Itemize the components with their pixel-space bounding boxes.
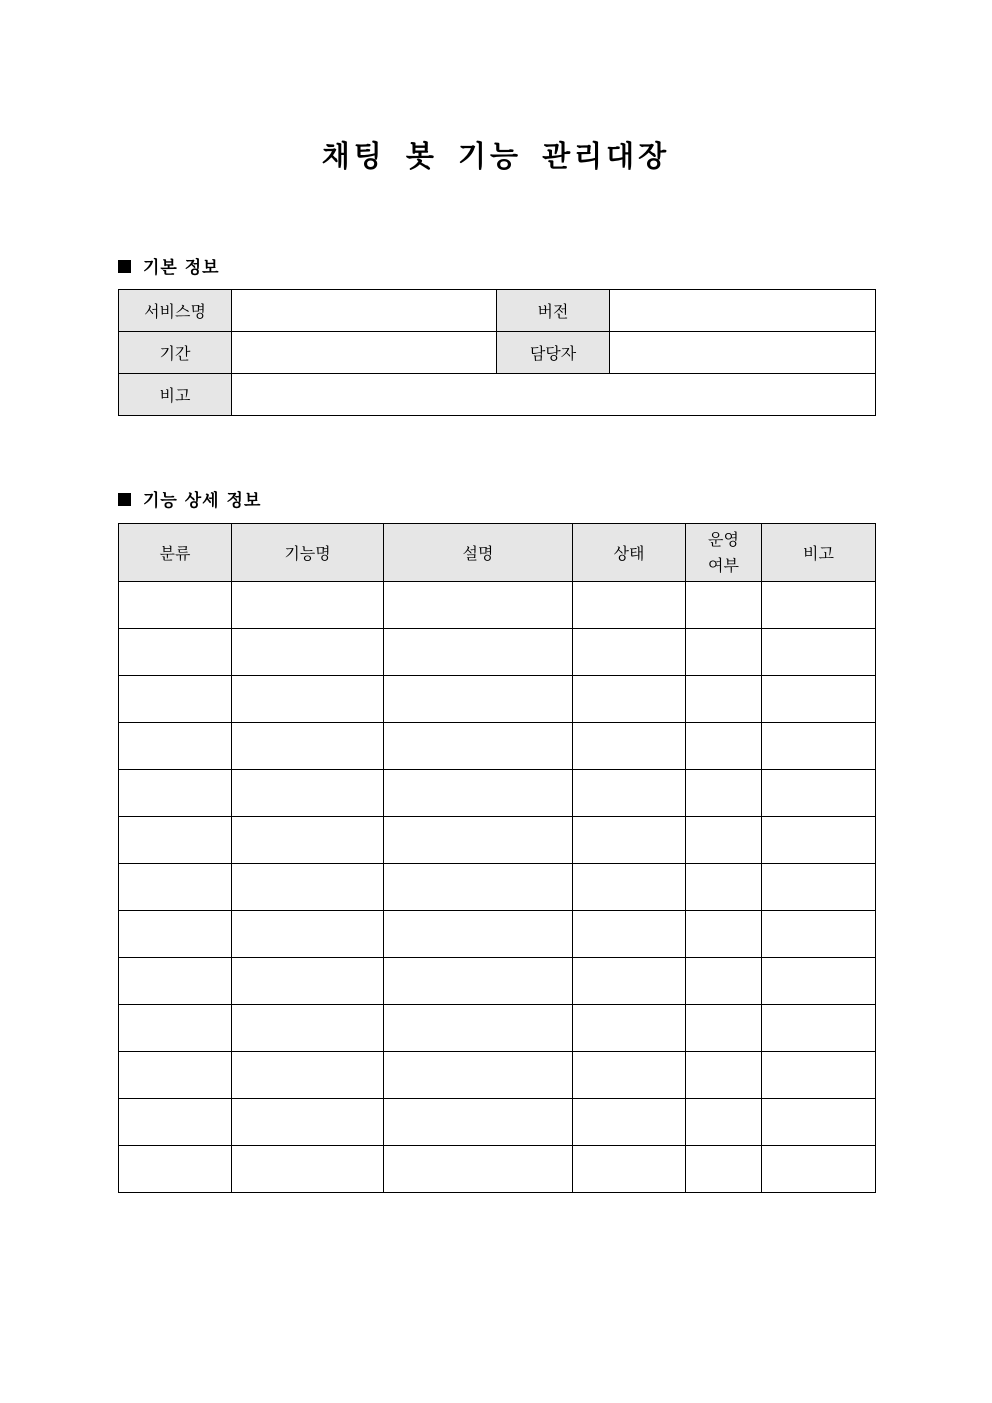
table-row [119,1146,876,1193]
cell-status[interactable] [573,1099,686,1146]
cell-description[interactable] [384,1099,573,1146]
table-row [119,1005,876,1052]
remarks-label: 비고 [119,374,232,416]
period-field[interactable] [232,332,497,374]
cell-feature-name[interactable] [232,958,384,1005]
feature-detail-heading-text: 기능 상세 정보 [143,491,262,511]
basic-info-row [119,374,876,416]
cell-description[interactable] [384,676,573,723]
column-header-category: 분류 [119,524,232,582]
table-row [119,770,876,817]
cell-description[interactable] [384,864,573,911]
cell-operation[interactable] [686,1099,762,1146]
table-row [119,723,876,770]
column-header-description: 설명 [384,524,573,582]
manager-field[interactable] [610,332,876,374]
cell-status[interactable] [573,1005,686,1052]
cell-remarks[interactable] [762,629,876,676]
cell-operation[interactable] [686,723,762,770]
remarks-field[interactable] [232,374,876,416]
cell-remarks[interactable] [762,1099,876,1146]
feature-detail-header-row [119,524,876,582]
cell-status[interactable] [573,723,686,770]
cell-category[interactable] [119,911,232,958]
cell-category[interactable] [119,1146,232,1193]
cell-remarks[interactable] [762,1005,876,1052]
table-row [119,676,876,723]
cell-description[interactable] [384,817,573,864]
cell-remarks[interactable] [762,864,876,911]
basic-info-row [119,332,876,374]
cell-operation[interactable] [686,817,762,864]
cell-description[interactable] [384,958,573,1005]
cell-remarks[interactable] [762,817,876,864]
cell-operation[interactable] [686,770,762,817]
feature-detail-table [118,523,876,1193]
cell-operation[interactable] [686,629,762,676]
cell-feature-name[interactable] [232,864,384,911]
cell-operation[interactable] [686,958,762,1005]
cell-category[interactable] [119,770,232,817]
feature-detail-heading [118,486,261,511]
cell-status[interactable] [573,676,686,723]
cell-category[interactable] [119,582,232,629]
cell-status[interactable] [573,958,686,1005]
cell-operation[interactable] [686,1005,762,1052]
cell-category[interactable] [119,723,232,770]
column-header-status: 상태 [573,524,686,582]
service-name-field[interactable] [232,290,497,332]
cell-feature-name[interactable] [232,1146,384,1193]
cell-remarks[interactable] [762,1146,876,1193]
manager-label: 담당자 [497,332,610,374]
period-label: 기간 [119,332,232,374]
cell-operation[interactable] [686,864,762,911]
basic-info-row [119,290,876,332]
cell-description[interactable] [384,629,573,676]
cell-feature-name[interactable] [232,676,384,723]
cell-remarks[interactable] [762,676,876,723]
cell-feature-name[interactable] [232,723,384,770]
cell-remarks[interactable] [762,1052,876,1099]
cell-feature-name[interactable] [232,629,384,676]
version-field[interactable] [610,290,876,332]
cell-operation[interactable] [686,1146,762,1193]
column-header-operation-line2: 여부 [708,555,739,575]
cell-operation[interactable] [686,582,762,629]
cell-description[interactable] [384,1052,573,1099]
cell-category[interactable] [119,629,232,676]
column-header-operation-line1: 운영 [708,529,739,549]
cell-status[interactable] [573,911,686,958]
cell-remarks[interactable] [762,723,876,770]
cell-feature-name[interactable] [232,582,384,629]
cell-feature-name[interactable] [232,770,384,817]
cell-category[interactable] [119,817,232,864]
cell-operation[interactable] [686,911,762,958]
cell-status[interactable] [573,629,686,676]
cell-description[interactable] [384,582,573,629]
cell-category[interactable] [119,1005,232,1052]
cell-status[interactable] [573,1146,686,1193]
table-row [119,1099,876,1146]
cell-operation[interactable] [686,676,762,723]
cell-category[interactable] [119,864,232,911]
service-name-label: 서비스명 [119,290,232,332]
table-row [119,958,876,1005]
cell-status[interactable] [573,1052,686,1099]
document-title: 채팅 봇 기능 관리대장 [321,139,671,173]
cell-category[interactable] [119,958,232,1005]
cell-feature-name[interactable] [232,1052,384,1099]
table-row [119,629,876,676]
cell-description[interactable] [384,1146,573,1193]
square-bullet-icon [118,260,131,273]
table-row [119,1052,876,1099]
cell-feature-name[interactable] [232,911,384,958]
cell-category[interactable] [119,676,232,723]
cell-remarks[interactable] [762,958,876,1005]
cell-operation[interactable] [686,1052,762,1099]
cell-feature-name[interactable] [232,1005,384,1052]
table-row [119,911,876,958]
cell-feature-name[interactable] [232,817,384,864]
table-row [119,582,876,629]
cell-description[interactable] [384,723,573,770]
basic-info-heading [118,253,220,278]
column-header-feature-name: 기능명 [232,524,384,582]
column-header-remarks: 비고 [762,524,876,582]
cell-description[interactable] [384,1005,573,1052]
cell-category[interactable] [119,1099,232,1146]
column-header-operation [686,524,762,582]
cell-status[interactable] [573,817,686,864]
cell-description[interactable] [384,911,573,958]
cell-remarks[interactable] [762,770,876,817]
cell-category[interactable] [119,1052,232,1099]
cell-feature-name[interactable] [232,1099,384,1146]
basic-info-heading-text: 기본 정보 [143,258,220,278]
cell-status[interactable] [573,582,686,629]
cell-description[interactable] [384,770,573,817]
table-row [119,817,876,864]
table-row [119,864,876,911]
version-label: 버전 [497,290,610,332]
square-bullet-icon [118,493,131,506]
cell-remarks[interactable] [762,582,876,629]
cell-remarks[interactable] [762,911,876,958]
basic-info-table [118,289,876,416]
cell-status[interactable] [573,864,686,911]
cell-status[interactable] [573,770,686,817]
